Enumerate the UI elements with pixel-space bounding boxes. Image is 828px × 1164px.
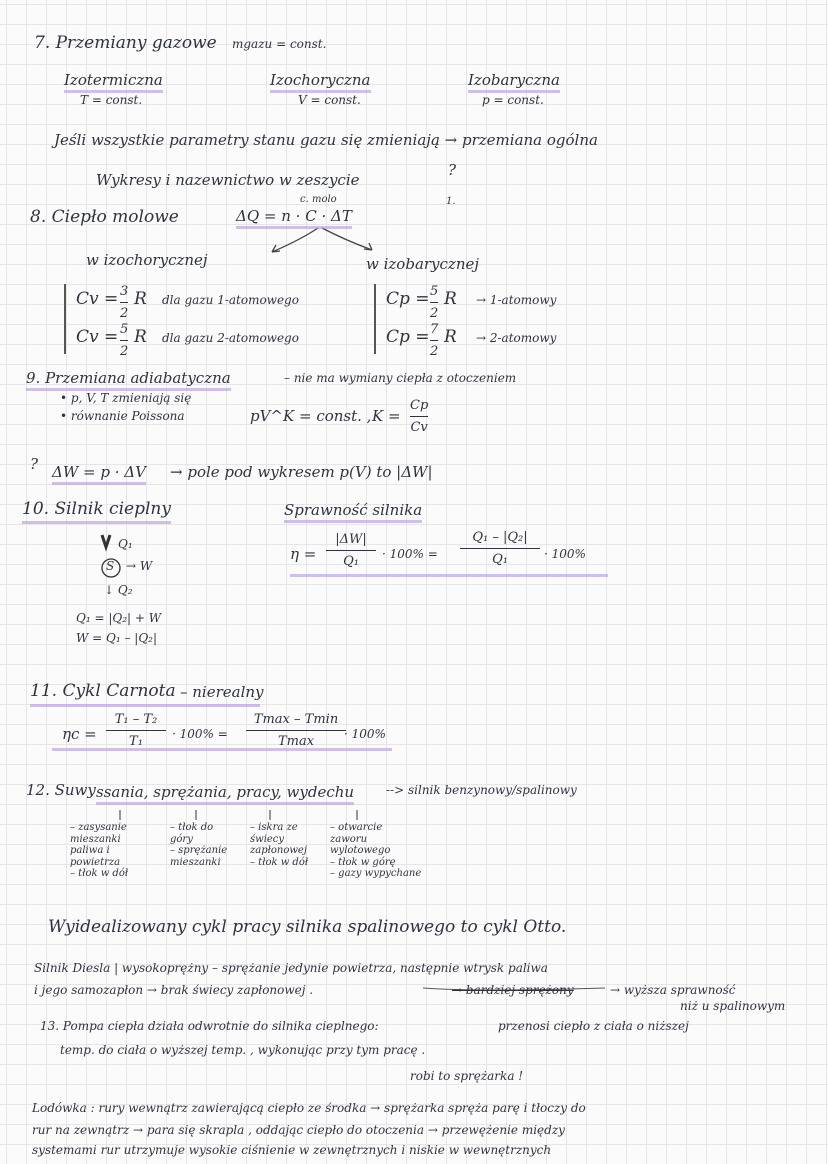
cp2-numerator: 7 — [430, 322, 439, 337]
molar-heat-label: c. molo — [300, 194, 337, 205]
adiabatic-bullet-1: • p, V, T zmieniają się — [60, 391, 192, 405]
cv1-description: dla gazu 1-atomowego — [162, 293, 299, 307]
work-formula: ΔW = p · ΔV — [52, 464, 146, 485]
stroke-intake-notes — [70, 822, 128, 880]
diesel-struck-note: → bardziej sprężony — [452, 983, 574, 997]
carnot-den-1: T₁ — [129, 734, 143, 749]
charts-note: Wykresy i nazewnictwo w zeszycie — [96, 171, 360, 189]
adiabatic-description: – nie ma wymiany ciepła z otoczeniem — [284, 371, 517, 385]
efficiency-mid: · 100% = — [382, 547, 438, 561]
work-question: ? — [30, 455, 39, 473]
cp2-r: R — [444, 327, 457, 347]
fridge-line-3: systemami rur utrzymuje wysokie ciśnienie w zewnętrznych i niskie w wewnętrznych — [32, 1143, 552, 1157]
mass-constant: mgazu = const. — [232, 37, 327, 51]
isochoric-condition: V = const. — [298, 93, 361, 107]
diesel-efficiency-2: niż u spalinowym — [680, 999, 786, 1013]
carnot-den-2: Tmax — [277, 734, 315, 749]
stroke-intake-line: – zasysanie — [70, 822, 127, 833]
cv2-fraction — [120, 322, 128, 359]
isochoric-label: Izochoryczna — [270, 72, 371, 93]
cp1-denominator: 2 — [430, 306, 439, 321]
section-7-title: 7. Przemiany gazowe — [34, 33, 217, 53]
strokes-list: ssania, sprężania, pracy, wydechu — [96, 784, 354, 805]
kappa-lhs: K = — [372, 407, 401, 425]
efficiency-den-1: Q₁ — [343, 554, 359, 569]
efficiency-den-2: Q₁ — [492, 552, 508, 567]
stroke-power-line: zapłonowej — [250, 845, 307, 856]
kappa-denominator: Cv — [410, 420, 428, 435]
isobaric-heading: w izobarycznej — [366, 255, 480, 273]
cp1-r: R — [444, 289, 457, 309]
stroke-power-line: – iskra ze — [250, 822, 298, 833]
general-transformation: Jeśli wszystkie parametry stanu gazu się zmieniają → przemiana ogólna — [54, 131, 598, 149]
carnot-description: – nierealny — [180, 683, 264, 701]
isothermal-label: Izotermiczna — [64, 72, 163, 93]
charts-mark: 1. — [446, 196, 456, 207]
cv2-numerator: 5 — [120, 322, 129, 337]
efficiency-highlight — [290, 574, 608, 577]
cp2-fraction — [430, 322, 438, 359]
section-8-title: 8. Ciepło molowe — [30, 207, 179, 227]
carnot-highlight — [52, 748, 392, 751]
cp2-description: → 2-atomowy — [476, 331, 557, 345]
cv1-r: R — [134, 289, 147, 309]
carnot-num-2: Tmax – Tmin — [253, 712, 339, 727]
cv2-denominator: 2 — [120, 344, 129, 359]
engine-q1: Q₁ — [118, 537, 133, 551]
diesel-line-1: Silnik Diesla | wysokoprężny – sprężanie jedynie powietrza, następnie wtrysk paliwa — [34, 961, 548, 975]
isothermal-condition: T = const. — [80, 93, 143, 107]
stroke-power-line: świecy — [250, 833, 285, 845]
stroke-intake-line: paliwa i — [70, 845, 110, 856]
cp1-lhs: Cp = — [386, 289, 430, 309]
efficiency-num-2: Q₁ – |Q₂| — [472, 530, 528, 545]
stroke-power-line: – tłok w dół — [250, 856, 309, 868]
stroke-exhaust-line: – gazy wypychane — [330, 868, 422, 879]
cv-brace — [64, 284, 66, 354]
carnot-end: · 100% — [344, 727, 386, 741]
fridge-line-1: Lodówka : rury wewnątrz zawierającą ciepło ze środka → sprężarka spręża parę i tłoczy do — [32, 1101, 586, 1115]
cv1-fraction — [120, 284, 128, 321]
stroke-compression-line: góry — [170, 833, 193, 845]
stroke-intake-line: – tłok w dół — [70, 868, 129, 879]
stroke-exhaust-line: zaworu — [330, 833, 368, 845]
section-12-title: 12. Suwy — [26, 781, 96, 799]
kappa-numerator: Cp — [410, 398, 429, 413]
carnot-fraction-2 — [246, 712, 346, 749]
stroke-exhaust-line: – otwarcie — [330, 822, 383, 833]
cv2-description: dla gazu 2-atomowego — [162, 331, 299, 345]
engine-type: --> silnik benzynowy/spalinowy — [386, 783, 577, 797]
heat-formula: ΔQ = n · C · ΔT — [236, 208, 352, 229]
energy-balance-2: W = Q₁ – |Q₂| — [76, 631, 158, 645]
engine-s: S — [106, 559, 115, 573]
stroke-intake-line: mieszanki — [70, 833, 121, 845]
stroke-intake-line: powietrza — [70, 856, 121, 868]
cp2-denominator: 2 — [430, 344, 439, 359]
efficiency-fraction-1 — [326, 532, 376, 569]
isobaric-label: Izobaryczna — [468, 72, 560, 93]
stroke-compression-notes — [170, 822, 227, 868]
heat-pump-line-3: robi to sprężarka ! — [410, 1069, 524, 1083]
efficiency-fraction-2 — [460, 530, 540, 567]
carnot-num-1: T₁ – T₂ — [114, 712, 158, 727]
efficiency-num-1: |ΔW| — [335, 532, 367, 547]
section-10-title: 10. Silnik cieplny — [22, 500, 171, 524]
engine-work: → W — [126, 559, 153, 573]
efficiency-title: Sprawność silnika — [284, 502, 422, 523]
carnot-fraction-1 — [106, 712, 166, 749]
stroke-exhaust-notes — [330, 822, 421, 880]
isochoric-heading: w izochorycznej — [86, 251, 208, 269]
heat-pump-title: 13. Pompa ciepła działa odwrotnie do silnika cieplnego: — [40, 1019, 379, 1033]
cv1-numerator: 3 — [120, 284, 129, 299]
engine-q2: ↓ Q₂ — [104, 583, 133, 597]
stroke-exhaust-line: – tłok w górę — [330, 856, 396, 868]
cp1-fraction — [430, 284, 438, 321]
section-9-title: 9. Przemiana adiabatyczna — [26, 370, 231, 391]
stroke-power-notes — [250, 822, 308, 868]
efficiency-eta: η = — [290, 545, 317, 563]
stroke-compression-line: – sprężanie — [170, 845, 228, 856]
section-11-title: 11. Cykl Carnota — [30, 681, 176, 701]
carnot-eta: ηc = — [62, 725, 97, 743]
carnot-title-highlight — [30, 704, 260, 707]
cv1-lhs: Cv = — [76, 289, 119, 309]
stroke-compression-line: mieszanki — [170, 856, 221, 868]
adiabatic-bullet-2: • równanie Poissona — [60, 409, 185, 423]
cp1-description: → 1-atomowy — [476, 293, 557, 307]
isobaric-condition: p = const. — [482, 93, 544, 107]
otto-cycle-note: Wyidealizowany cykl pracy silnika spalinowego to cykl Otto. — [48, 917, 567, 937]
kappa-fraction — [410, 398, 428, 435]
heat-pump-line-2: temp. do ciała o wyższej temp. , wykonując przy tym pracę . — [60, 1043, 426, 1057]
carnot-mid: · 100% = — [172, 727, 228, 741]
cv2-lhs: Cv = — [76, 327, 119, 347]
fridge-line-2: rur na zewnątrz → para się skrapla , oddając ciepło do otoczenia → przewężenie między — [32, 1123, 565, 1137]
work-description: → pole pod wykresem p(V) to |ΔW| — [170, 463, 433, 481]
poisson-equation: pV^K = const. , — [250, 407, 372, 425]
heat-pump-line-1: przenosi ciepło z ciała o niższej — [498, 1019, 689, 1033]
cp-brace — [374, 284, 376, 354]
diesel-line-2: i jego samozapłon → brak świecy zapłonowej . — [34, 983, 314, 997]
efficiency-end: · 100% — [544, 547, 586, 561]
stroke-exhaust-line: wylotowego — [330, 845, 391, 856]
cv1-denominator: 2 — [120, 306, 129, 321]
charts-question: ? — [448, 161, 457, 179]
cp1-numerator: 5 — [430, 284, 439, 299]
stroke-compression-line: – tłok do — [170, 822, 214, 833]
energy-balance-1: Q₁ = |Q₂| + W — [76, 611, 162, 625]
diesel-efficiency: → wyższa sprawność — [610, 983, 736, 997]
cp2-lhs: Cp = — [386, 327, 430, 347]
cv2-r: R — [134, 327, 147, 347]
